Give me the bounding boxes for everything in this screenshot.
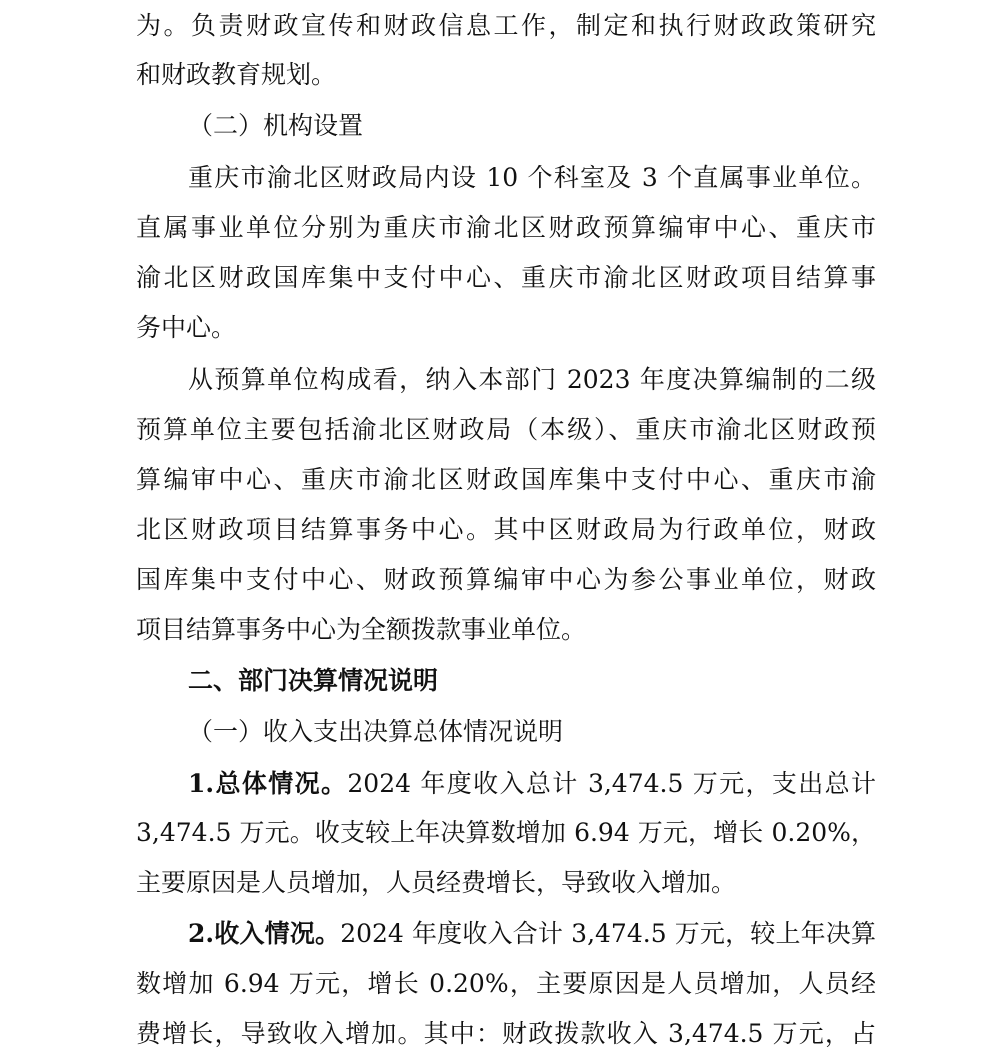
text-line: 从预算单位构成看，纳入本部门 2023 年度决算编制的二级 [188, 365, 876, 394]
text-line: 项目结算事务中心为全额拨款事业单位。 [136, 615, 587, 644]
income-label: 2.收入情况。 [188, 919, 341, 948]
text-line: 算编审中心、重庆市渝北区财政国库集中支付中心、重庆市渝 [136, 465, 876, 494]
text-line [188, 764, 876, 804]
text-line: 主要原因是人员增加，人员经费增长，导致收入增加。 [136, 868, 737, 897]
text-line: 北区财政项目结算事务中心。其中区财政局为行政单位，财政 [136, 515, 876, 544]
text-line: 数增加 6.94 万元，增长 0.20%，主要原因是人员增加，人员经 [136, 969, 876, 998]
text-line: 直属事业单位分别为重庆市渝北区财政预算编审中心、重庆市 [136, 213, 876, 242]
section-heading: 二、部门决算情况说明 [188, 666, 439, 695]
text-line: 国库集中支付中心、财政预算编审中心为参公事业单位，财政 [136, 565, 876, 594]
overall-text: 2024 年度收入总计 3,474.5 万元，支出总计 [347, 769, 876, 798]
text-line: 务中心。 [136, 313, 237, 342]
section-subheading: （一）收入支出决算总体情况说明 [188, 717, 564, 746]
text-line: 3,474.5 万元。收支较上年决算数增加 6.94 万元，增长 0.20%， [136, 818, 876, 847]
text-line: 为。负责财政宣传和财政信息工作，制定和执行财政政策研究 [136, 11, 876, 40]
text-line [188, 914, 876, 954]
section-subheading: （二）机构设置 [188, 111, 364, 140]
income-text: 2024 年度收入合计 3,474.5 万元，较上年决算 [340, 919, 876, 948]
text-line: 渝北区财政国库集中支付中心、重庆市渝北区财政项目结算事 [136, 263, 876, 292]
text-line: 和财政教育规划。 [136, 60, 337, 89]
text-line: 预算单位主要包括渝北区财政局（本级）、重庆市渝北区财政预 [136, 415, 876, 444]
text-line: 费增长，导致收入增加。其中：财政拨款收入 3,474.5 万元，占 [136, 1019, 876, 1048]
overall-label: 1.总体情况。 [188, 769, 348, 798]
text-line: 重庆市渝北区财政局内设 10 个科室及 3 个直属事业单位。 [188, 163, 876, 192]
